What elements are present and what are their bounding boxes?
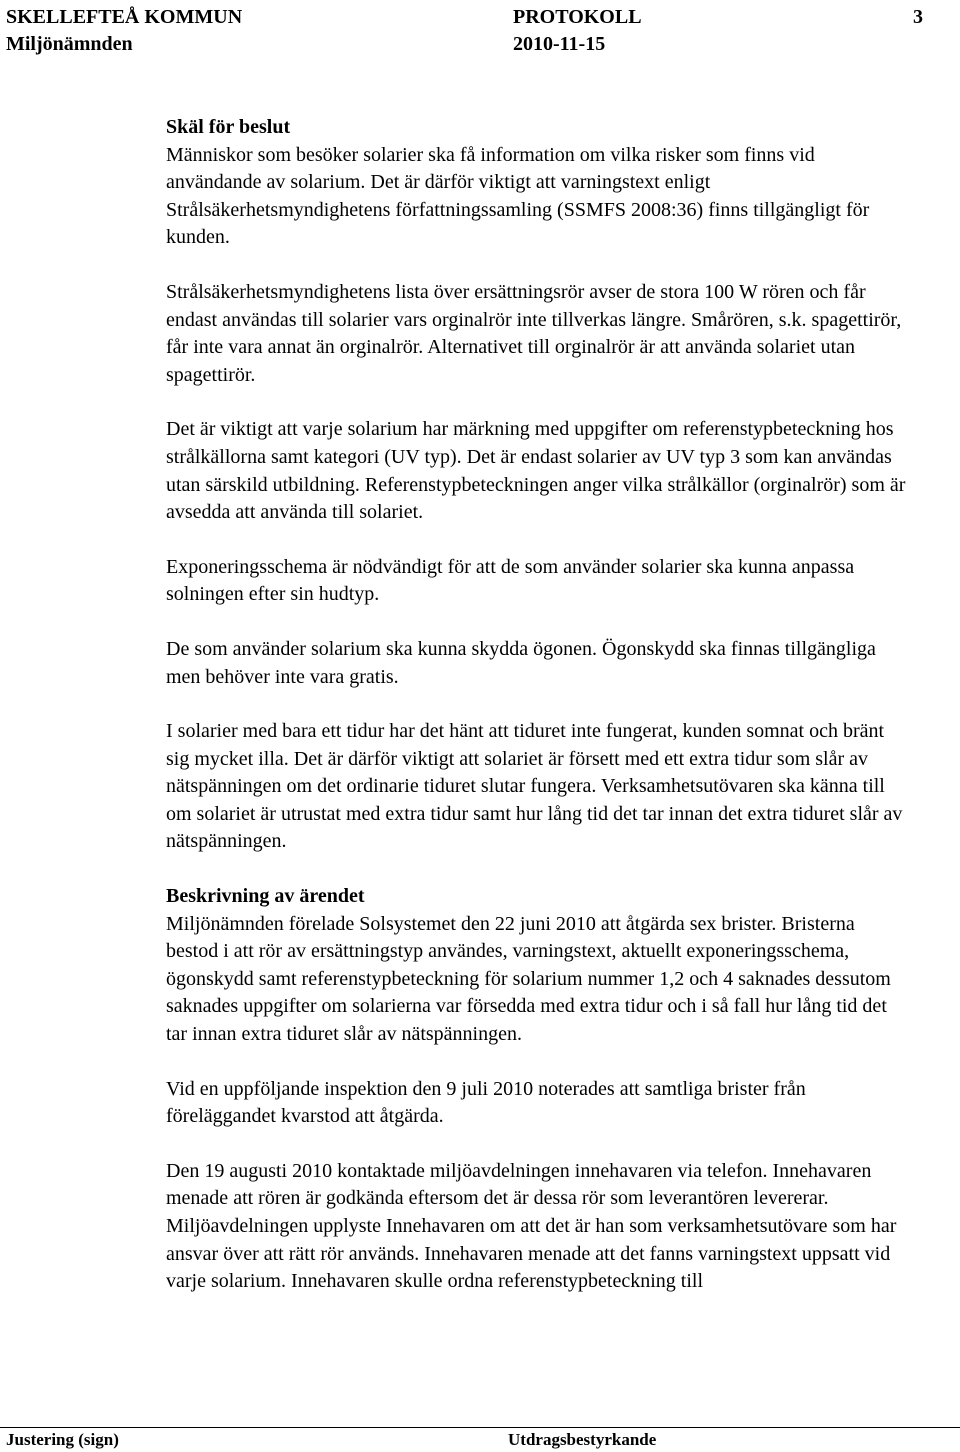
page-header (6, 0, 960, 60)
paragraph: Det är viktigt att varje solarium har märkning med uppgifter om referenstypbeteckning hos strålkällorna samt kategori (UV typ). Det är endast solarier av UV typ 3 som kan användas utan särskild utbildning. Referenstypbeteckningen anger vilka strålkällor (orginalrör) som är avsedda att använda till solariet. (166, 418, 906, 524)
footer-utdragsbestyrkande: Utdragsbestyrkande (508, 1430, 657, 1449)
paragraph: Vid en uppföljande inspektion den 9 juli 2010 noterades att samtliga brister från föreläggandet kvarstod att åtgärda. (166, 1077, 806, 1128)
paragraph: Strålsäkerhetsmyndighetens lista över ersättningsrör avser de stora 100 W rören och får endast användas till solarier vars orginalrör inte tillverkas längre. Smårören, s.k. spagettirör, får inte vara annat än orginalrör. Alternativet till orginalrör är att använda solariet utan spagettirör. (166, 280, 902, 386)
section-skal-for-beslut (166, 114, 906, 856)
paragraph: Människor som besöker solarier ska få information om vilka risker som finns vid användande av solarium. Det är därför viktigt att varningstext enligt Strålsäkerhetsmyndighetens författningssamling (SSMFS 2008:36) finns tillgängligt för kunden. (166, 143, 870, 249)
department-name: Miljönämnden (6, 33, 133, 55)
paragraph: De som använder solarium ska kunna skydda ögonen. Ögonskydd ska finnas tillgängliga men behöver inte vara gratis. (166, 637, 876, 688)
section-heading: Skäl för beslut (166, 116, 291, 138)
section-beskrivning-av-arendet (166, 883, 906, 1296)
page-footer (0, 1427, 960, 1452)
document-type: PROTOKOLL (513, 6, 642, 28)
document-body (166, 114, 906, 1323)
document-date: 2010-11-15 (513, 33, 606, 55)
paragraph: I solarier med bara ett tidur har det hänt att tiduret inte fungerat, kunden somnat och bränt sig mycket illa. Det är därför viktigt att solariet är försett med ett extra tidur som slår av nätspänningen om det ordinarie tiduret slutar fungera. Verksamhetsutövaren ska känna till om solariet är utrustat med extra tidur samt hur lång tid det tar innan det extra tiduret slår av nätspänningen. (166, 720, 903, 853)
page-number: 3 (913, 6, 923, 28)
paragraph: Miljönämnden förelade Solsystemet den 22 juni 2010 att åtgärda sex brister. Bristerna bestod i att rör av ersättningstyp användes, varningstext, aktuellt exponeringsschema, ögonskydd samt referenstypbeteckning för solarium nummer 1,2 och 4 saknades dessutom saknades uppgifter om solarierna var försedda med extra tidur och i så fall hur lång tid det tar innan extra tiduret slår av nätspänningen. (166, 912, 891, 1046)
section-heading: Beskrivning av ärendet (166, 885, 365, 908)
organization-name: SKELLEFTEÅ KOMMUN (6, 6, 243, 28)
paragraph: Den 19 augusti 2010 kontaktade miljöavdelningen innehavaren via telefon. Innehavaren menade att rören är godkända eftersom det är dessa rör som leverantören levererar. Miljöavdelningen upplyste Innehavaren om att det är han som verksamhetsutövare som har ansvar över att rätt rör används. Innehavaren menade att det fanns varningstext uppsatt vid varje solarium. Innehavaren skulle ordna referenstypbeteckning till (166, 1159, 897, 1293)
paragraph: Exponeringsschema är nödvändigt för att de som använder solarier ska kunna anpassa solningen efter sin hudtyp. (166, 555, 855, 606)
footer-justering: Justering (sign) (6, 1430, 119, 1449)
